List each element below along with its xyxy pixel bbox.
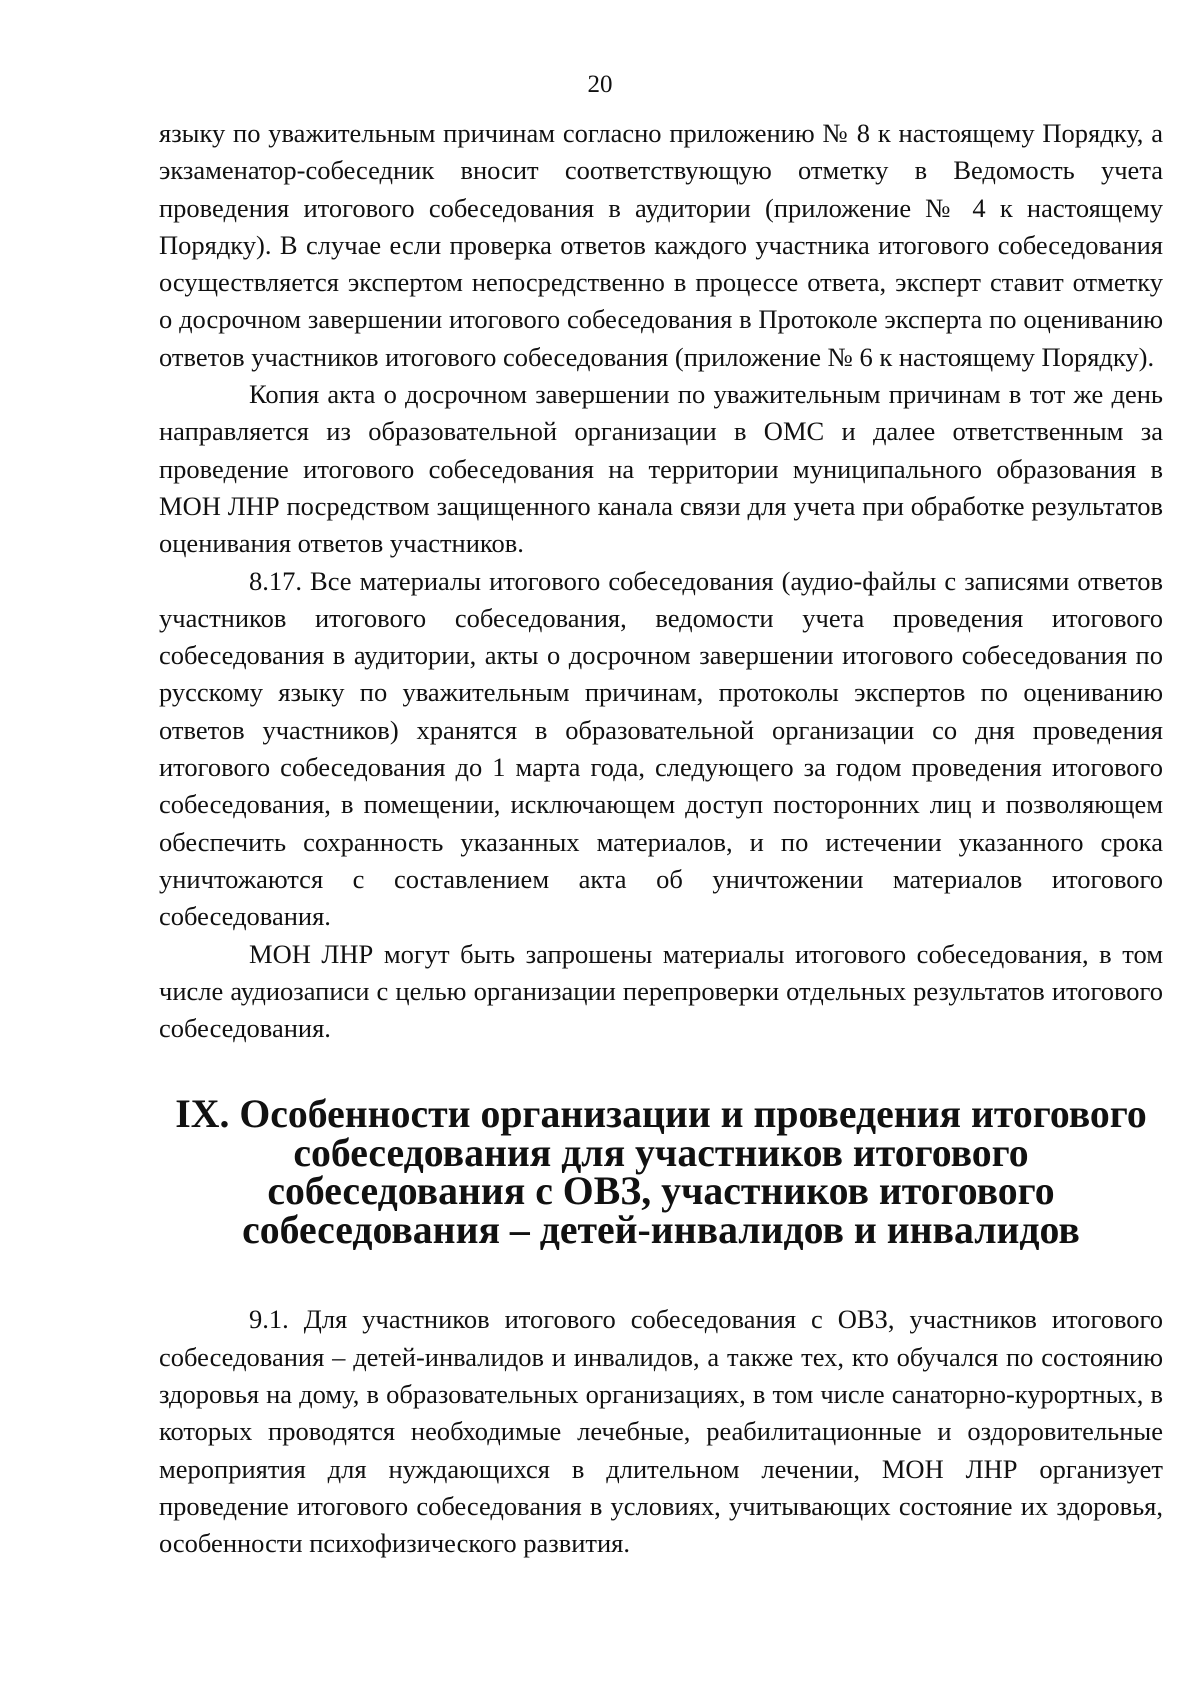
page-number: 20	[587, 71, 613, 98]
document-body	[159, 115, 1163, 1563]
paragraph-8-17: 8.17. Все материалы итогового собеседования (аудио-файлы с записями ответов участников итогового собеседования, ведомости учета проведения итогового собеседования в аудитории, акты о досрочном завершении итогового собеседования по русскому языку по уважительным причинам, протоколы экспертов по оцениванию ответов участников) хранятся в образовательной организации со дня проведения итогового собеседования до 1 марта года, следующего за годом проведения итогового собеседования, в помещении, исключающем доступ посторонних лиц и позволяющем обеспечить сохранность указанных материалов, и по истечении указанного срока уничтожаются с составлением акта об уничтожении материалов итогового собеседования.	[159, 565, 1163, 932]
paragraph-continuation: языку по уважительным причинам согласно приложению № 8 к настоящему Порядку, а экзаменатор-собеседник вносит соответствующую отметку в Ведомость учета проведения итогового собеседования в аудитории (приложение № 4 к настоящему Порядку). В случае если проверка ответов каждого участника итогового собеседования осуществляется экспертом непосредственно в процессе ответа, эксперт ставит отметку о досрочном завершении итогового собеседования в Протоколе эксперта по оцениванию ответов участников итогового собеседования (приложение № 6 к настоящему Порядку).	[159, 118, 1163, 372]
paragraph-9-1: 9.1. Для участников итогового собеседования с ОВЗ, участников итогового собеседования – детей-инвалидов и инвалидов, а также тех, кто обучался по состоянию здоровья на дому, в образовательных организациях, в том числе санаторно-курортных, в которых проводятся необходимые лечебные, реабилитационные и оздоровительные мероприятия для нуждающихся в длительном лечении, МОН ЛНР организует проведение итогового собеседования в условиях, учитывающих состояние их здоровья, особенности психофизического развития.	[159, 1304, 1163, 1559]
paragraph-act-copy: Копия акта о досрочном завершении по уважительным причинам в тот же день направляется из образовательной организации в ОМС и далее ответственным за проведение итогового собеседования на территории муниципального образования в МОН ЛНР посредством защищенного канала связи для учета при обработке результатов оценивания ответов участников.	[159, 379, 1163, 559]
paragraph-materials-request: МОН ЛНР могут быть запрошены материалы итогового собеседования, в том числе аудиозаписи с целью организации перепроверки отдельных результатов итогового собеседования.	[159, 938, 1163, 1044]
section-heading: IX. Особенности организации и проведения итогового собеседования для участников итогового собеседования с ОВЗ, участников итогового собеседования – детей-инвалидов и инвалидов	[175, 1092, 1147, 1252]
